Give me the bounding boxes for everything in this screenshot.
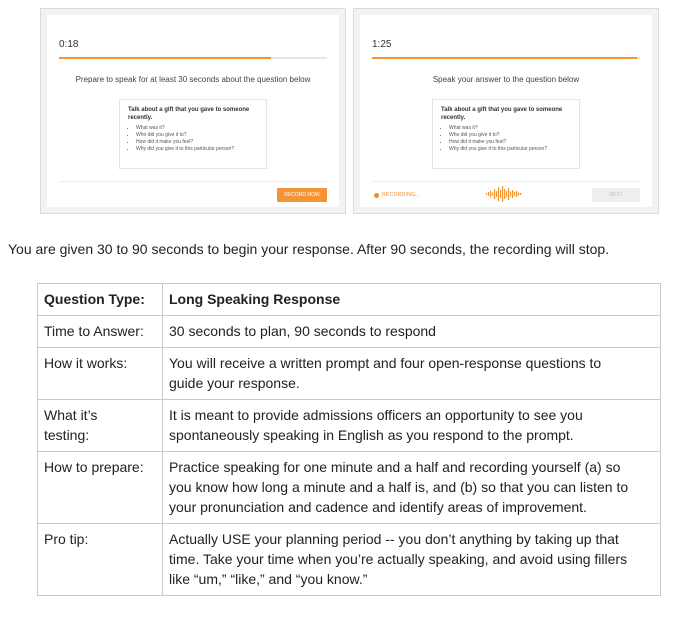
row-label: How to prepare:: [38, 452, 163, 524]
prep-question-title: Talk about a gift that you gave to someone recently.: [128, 107, 250, 121]
table-header-row: [38, 284, 661, 316]
prep-screenshot: [40, 8, 346, 214]
prep-question-list: [128, 125, 258, 153]
row-label: Time to Answer:: [38, 316, 163, 348]
row-value: 30 seconds to plan, 90 seconds to respond: [163, 316, 661, 348]
speak-question-bullet: • Why did you give it to this particular person?: [449, 146, 571, 153]
table-row: [38, 348, 661, 400]
speak-progress-fill: [372, 57, 637, 59]
speak-question-bullet: • Who did you give it to?: [449, 132, 571, 139]
next-button[interactable]: NEXT: [592, 188, 640, 202]
audio-waveform-icon: [485, 185, 525, 203]
speak-card: [360, 15, 652, 207]
record-now-button[interactable]: RECORD NOW: [277, 188, 327, 202]
recording-label: RECORDING...: [382, 192, 421, 198]
speak-question-box: [432, 99, 580, 169]
recording-dot-icon: [374, 193, 379, 198]
prep-question-bullet: • How did it make you feel?: [136, 139, 258, 146]
question-type-value: Long Speaking Response: [163, 284, 661, 316]
prep-instruction: Prepare to speak for at least 30 seconds about the question below: [75, 75, 311, 84]
question-info-table: [37, 283, 661, 596]
prep-timer: 0:18: [59, 39, 79, 50]
speak-divider: [372, 181, 640, 182]
table-row: [38, 524, 661, 596]
table-row: [38, 316, 661, 348]
prep-question-bullet: • What was it?: [136, 125, 258, 132]
intro-paragraph: You are given 30 to 90 seconds to begin your response. After 90 seconds, the recording will stop.: [8, 241, 610, 257]
row-value: You will receive a written prompt and four open-response questions to guide your response.: [163, 348, 661, 400]
prep-question-bullet: • Why did you give it to this particular person?: [136, 146, 258, 153]
row-label: What it’s testing:: [38, 400, 163, 452]
prep-question-box: [119, 99, 267, 169]
prep-progress-track: [59, 57, 327, 59]
speak-screenshot: [353, 8, 659, 214]
prep-divider: [59, 181, 327, 182]
speak-progress-track: [372, 57, 640, 59]
prep-question-bullet: • Who did you give it to?: [136, 132, 258, 139]
table-row: [38, 452, 661, 524]
row-value: Actually USE your planning period -- you don’t anything by taking up that time. Take your time when you’re actually speaking, and avoid using fillers like “um,” “like,” and “you know.”: [163, 524, 661, 596]
row-label: Pro tip:: [38, 524, 163, 596]
speak-question-bullet: • What was it?: [449, 125, 571, 132]
prep-card: [47, 15, 339, 207]
speak-question-list: [441, 125, 571, 153]
speak-question-bullet: • How did it make you feel?: [449, 139, 571, 146]
speak-question-title: Talk about a gift that you gave to someone recently.: [441, 107, 563, 121]
speak-timer: 1:25: [372, 39, 392, 50]
speak-instruction: Speak your answer to the question below: [432, 75, 580, 84]
prep-progress-fill: [59, 57, 271, 59]
table-row: [38, 400, 661, 452]
row-value: Practice speaking for one minute and a half and recording yourself (a) so you know how long a minute and a half is, and (b) so that you can listen to your pronunciation and cadence and identify areas of improvement.: [163, 452, 661, 524]
question-type-label: Question Type:: [38, 284, 163, 316]
row-value: It is meant to provide admissions officers an opportunity to see you spontaneously speaking in English as you respond to the prompt.: [163, 400, 661, 452]
row-label: How it works:: [38, 348, 163, 400]
